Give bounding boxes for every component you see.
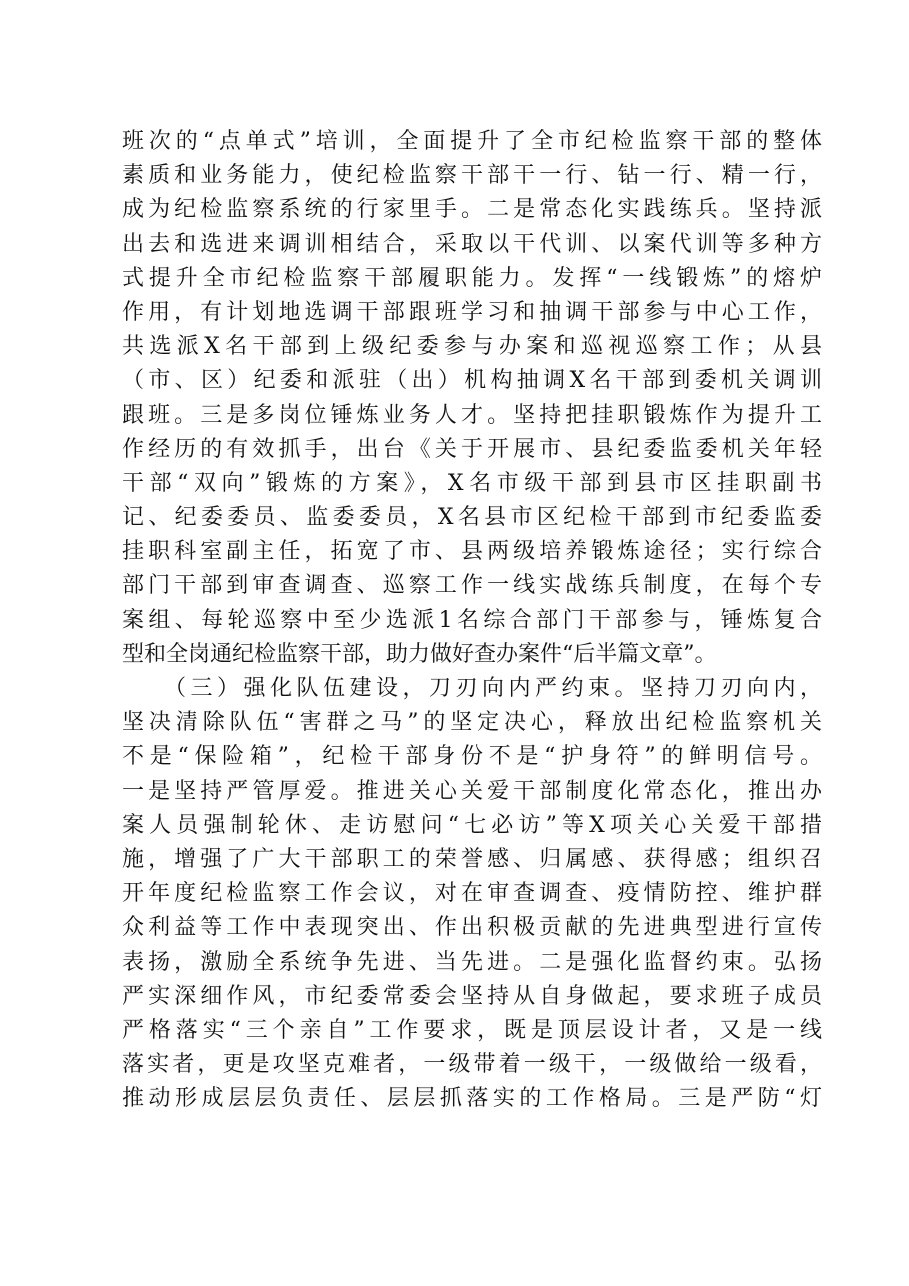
text-line: （市、区）纪委和派驻（出）机构抽调X名干部到委机关调训 (122, 368, 822, 394)
body-text (122, 125, 822, 1116)
text-line: 案人员强制轮休、走访慰问“七必访”等X项关心关爱干部措 (122, 812, 822, 838)
text-line: 施，增强了广大干部职工的荣誉感、归属感、获得感；组织召 (122, 846, 822, 872)
text-line: 坚决清除队伍“害群之马”的坚定决心，释放出纪检监察机关 (122, 710, 822, 736)
text-line: 班次的“点单式”培训，全面提升了全市纪检监察干部的整体 (122, 129, 822, 154)
text-line: 案组、每轮巡察中至少选派1名综合部门干部参与，锤炼复合 (122, 607, 822, 633)
text-line: 作经历的有效抓手，出台《关于开展市、县纪委监委机关年轻 (122, 436, 822, 462)
text-line: 推动形成层层负责任、层层抓落实的工作格局。三是严防“灯 (122, 1086, 822, 1112)
text-line: 开年度纪检监察工作会议，对在审查调查、疫情防控、维护群 (122, 881, 822, 907)
text-line: 不是“保险箱”，纪检干部身份不是“护身符”的鲜明信号。 (122, 744, 822, 770)
text-line: 落实者，更是攻坚克难者，一级带着一级干，一级做给一级看， (122, 1052, 822, 1078)
text-line: 众利益等工作中表现突出、作出积极贡献的先进典型进行宣传 (122, 915, 822, 941)
text-line: 共选派X名干部到上级纪委参与办案和巡视巡察工作；从县 (122, 334, 822, 360)
text-line: 成为纪检监察系统的行家里手。二是常态化实践练兵。坚持派 (122, 197, 822, 223)
text-line: 表扬，激励全系统争先进、当先进。二是强化监督约束。弘扬 (122, 949, 822, 975)
text-line: 挂职科室副主任，拓宽了市、县两级培养锻炼途径；实行综合 (122, 539, 822, 565)
text-line: 出去和选进来调训相结合，采取以干代训、以案代训等多种方 (122, 231, 822, 257)
text-line: 作用，有计划地选调干部跟班学习和抽调干部参与中心工作， (122, 299, 822, 325)
text-line: 式提升全市纪检监察干部履职能力。发挥“一线锻炼”的熔炉 (122, 265, 822, 291)
text-line: 部门干部到审查调查、巡察工作一线实战练兵制度，在每个专 (122, 573, 822, 599)
text-line: 跟班。三是多岗位锤炼业务人才。坚持把挂职锻炼作为提升工 (122, 402, 822, 428)
text-line: 型和全岗通纪检监察干部，助力做好查办案件“后半篇文章”。 (122, 641, 717, 667)
text-line: 素质和业务能力，使纪检监察干部干一行、钻一行、精一行， (122, 163, 822, 189)
text-line: 记、纪委委员、监委委员，X名县市区纪检干部到市纪委监委 (122, 505, 822, 531)
text-line: 干部“双向”锻炼的方案》，X名市级干部到县市区挂职副书 (122, 470, 822, 496)
section-heading-line: （三）强化队伍建设，刀刃向内严约束。坚持刀刃向内， (122, 676, 822, 701)
text-line: 严格落实“三个亲自”工作要求，既是顶层设计者，又是一线 (122, 1017, 822, 1043)
text-line: 一是坚持严管厚爱。推进关心关爱干部制度化常态化，推出办 (122, 778, 822, 804)
text-line: 严实深细作风，市纪委常委会坚持从自身做起，要求班子成员 (122, 983, 822, 1009)
